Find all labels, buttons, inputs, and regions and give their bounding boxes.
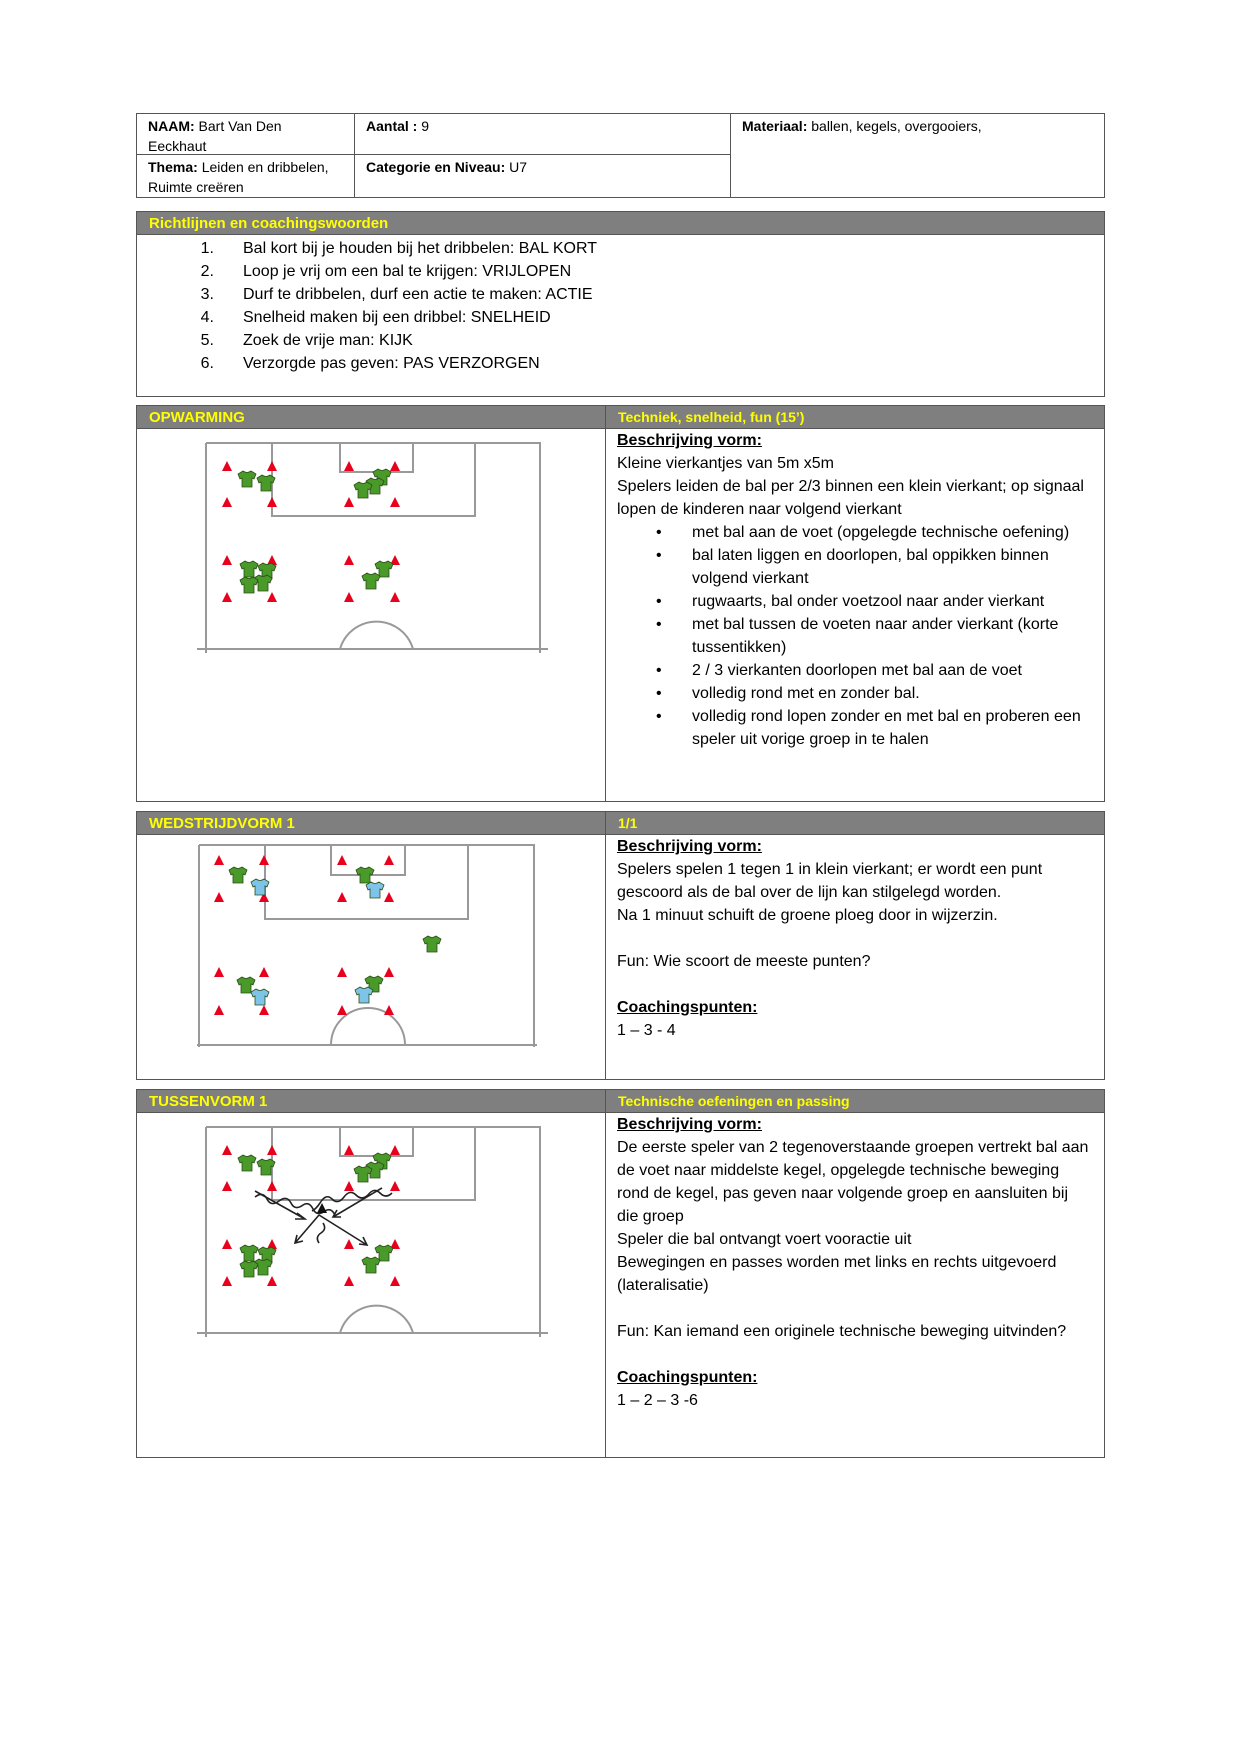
info-naam-cell bbox=[136, 113, 355, 155]
tussenvorm-line: Speler die bal ontvangt voert vooractie uit bbox=[617, 1231, 912, 1248]
cone-icon bbox=[222, 1276, 232, 1286]
cone-icon bbox=[384, 855, 394, 865]
tussenvorm-markers bbox=[222, 1145, 400, 1286]
green-shirt-icon bbox=[362, 1257, 380, 1273]
cone-icon bbox=[214, 855, 224, 865]
cone-icon bbox=[267, 1276, 277, 1286]
cone-icon bbox=[390, 1276, 400, 1286]
info-materiaal-cell bbox=[730, 113, 1105, 198]
wedstrijdvorm-line: Spelers spelen 1 tegen 1 in klein vierkant; er wordt een punt gescoord als de bal over de lijn kan stilgelegd worden. bbox=[617, 861, 1043, 901]
richtlijn-item bbox=[137, 352, 1104, 375]
cone-icon bbox=[337, 892, 347, 902]
tussenvorm-header: TUSSENVORM 1 bbox=[136, 1089, 606, 1113]
wedstrijdvorm-desc-cell bbox=[605, 834, 1105, 1080]
cone-icon bbox=[344, 461, 354, 471]
richtlijn-item bbox=[137, 283, 1104, 306]
green-shirt-icon bbox=[423, 936, 441, 952]
green-shirt-icon bbox=[240, 577, 258, 593]
richtlijn-number: 3. bbox=[200, 286, 214, 303]
richtlijn-item bbox=[137, 260, 1104, 283]
richtlijn-text: Durf te dribbelen, durf een actie te maken: ACTIE bbox=[243, 286, 593, 303]
tussenvorm-coach-value: 1 – 2 – 3 -6 bbox=[617, 1392, 698, 1409]
cone-icon bbox=[390, 461, 400, 471]
richtlijn-item bbox=[137, 237, 1104, 260]
cone-icon bbox=[344, 1145, 354, 1155]
tussenvorm-pitch-diagram bbox=[137, 1113, 607, 1459]
wedstrijdvorm-markers bbox=[214, 855, 441, 1015]
cone-icon bbox=[267, 1181, 277, 1191]
cone-icon bbox=[267, 497, 277, 507]
cone-icon bbox=[214, 892, 224, 902]
blue-shirt-icon bbox=[355, 987, 373, 1003]
tussenvorm-fun: Fun: Kan iemand een originele technische beweging uitvinden? bbox=[617, 1323, 1067, 1340]
green-shirt-icon bbox=[238, 471, 256, 487]
richtlijn-text: Loop je vrij om een bal te krijgen: VRIJLOPEN bbox=[243, 263, 572, 280]
cone-icon bbox=[267, 592, 277, 602]
thema-label: Thema: bbox=[148, 159, 198, 175]
cone-icon bbox=[214, 1005, 224, 1015]
blue-shirt-icon bbox=[251, 879, 269, 895]
blue-shirt-icon bbox=[366, 882, 384, 898]
green-shirt-icon bbox=[240, 1245, 258, 1261]
cone-icon bbox=[222, 497, 232, 507]
richtlijn-text: Bal kort bij je houden bij het dribbelen: BAL KORT bbox=[243, 240, 597, 257]
tussenvorm-description bbox=[606, 1113, 1104, 1412]
cone-icon bbox=[337, 855, 347, 865]
categorie-label: Categorie en Niveau: bbox=[366, 159, 506, 175]
cone-icon bbox=[222, 461, 232, 471]
info-categorie-cell bbox=[354, 154, 731, 198]
cone-icon bbox=[222, 592, 232, 602]
cone-icon bbox=[344, 555, 354, 565]
cone-icon bbox=[390, 1145, 400, 1155]
green-shirt-icon bbox=[229, 867, 247, 883]
green-shirt-icon bbox=[354, 1166, 372, 1182]
opwarming-bullet-item: • met bal tussen de voeten naar ander vierkant (korte tussentikken) bbox=[692, 613, 1093, 659]
opwarming-header: OPWARMING bbox=[136, 405, 606, 429]
richtlijn-number: 6. bbox=[200, 355, 214, 372]
opwarming-bullet-item: • volledig rond lopen zonder en met bal en proberen een speler uit vorige groep in te halen bbox=[692, 705, 1093, 751]
aantal-label: Aantal : bbox=[366, 118, 418, 134]
aantal-value: 9 bbox=[421, 118, 430, 134]
tussenvorm-subheader: Technische oefeningen en passing bbox=[605, 1089, 1105, 1113]
cone-icon bbox=[259, 855, 269, 865]
naam-value: Bart Van Den Eeckhaut bbox=[148, 118, 282, 154]
materiaal-label: Materiaal: bbox=[742, 118, 808, 134]
opwarming-bullet-list bbox=[617, 521, 1093, 751]
opwarming-bullet-item: • rugwaarts, bal onder voetzool naar ander vierkant bbox=[692, 590, 1093, 613]
cone-icon bbox=[259, 967, 269, 977]
cone-icon bbox=[344, 1276, 354, 1286]
opwarming-subheader: Techniek, snelheid, fun (15’) bbox=[605, 405, 1105, 429]
richtlijn-number: 2. bbox=[200, 263, 214, 280]
tussenvorm-coach-label: Coachingspunten: bbox=[617, 1369, 758, 1386]
cone-icon bbox=[344, 1181, 354, 1191]
tussenvorm-line: Bewegingen en passes worden met links en rechts uitgevoerd (lateralisatie) bbox=[617, 1254, 1057, 1294]
cone-icon bbox=[337, 1005, 347, 1015]
opwarming-line: Kleine vierkantjes van 5m x5m bbox=[617, 455, 834, 472]
richtlijn-number: 5. bbox=[200, 332, 214, 349]
cone-icon bbox=[390, 1181, 400, 1191]
wedstrijdvorm-diagram-cell bbox=[136, 834, 606, 1080]
tussenvorm-diagram-cell bbox=[136, 1112, 606, 1458]
cone-icon bbox=[344, 497, 354, 507]
cone-icon bbox=[384, 967, 394, 977]
green-shirt-icon bbox=[237, 977, 255, 993]
materiaal-value: ballen, kegels, overgooiers, bbox=[811, 118, 982, 134]
cone-icon bbox=[267, 1145, 277, 1155]
wedstrijdvorm-header: WEDSTRIJDVORM 1 bbox=[136, 811, 606, 835]
cone-icon bbox=[344, 1239, 354, 1249]
wedstrijdvorm-line: Na 1 minuut schuift de groene ploeg door in wijzerzin. bbox=[617, 907, 998, 924]
cone-icon bbox=[384, 1005, 394, 1015]
wedstrijdvorm-fun: Fun: Wie scoort de meeste punten? bbox=[617, 953, 871, 970]
opwarming-bullet-item: • met bal aan de voet (opgelegde technische oefening) bbox=[692, 521, 1093, 544]
richtlijn-text: Snelheid maken bij een dribbel: SNELHEID bbox=[243, 309, 551, 326]
movement-arrows bbox=[255, 1188, 392, 1245]
richtlijn-number: 4. bbox=[200, 309, 214, 326]
opwarming-markers bbox=[222, 461, 400, 602]
richtlijnen-body bbox=[136, 234, 1105, 397]
cone-icon bbox=[222, 555, 232, 565]
wedstrijdvorm-desc-label: Beschrijving vorm: bbox=[617, 838, 762, 855]
blue-shirt-icon bbox=[251, 989, 269, 1005]
richtlijn-text: Verzorgde pas geven: PAS VERZORGEN bbox=[243, 355, 540, 372]
richtlijnen-list bbox=[137, 235, 1104, 375]
richtlijn-text: Zoek de vrije man: KIJK bbox=[243, 332, 413, 349]
cone-icon bbox=[390, 592, 400, 602]
tussenvorm-desc-label: Beschrijving vorm: bbox=[617, 1116, 762, 1133]
cone-icon bbox=[222, 1181, 232, 1191]
opwarming-desc-label: Beschrijving vorm: bbox=[617, 432, 762, 449]
cone-icon bbox=[344, 592, 354, 602]
tussenvorm-desc-cell bbox=[605, 1112, 1105, 1458]
naam-label: NAAM: bbox=[148, 118, 195, 134]
richtlijnen-header: Richtlijnen en coachingswoorden bbox=[136, 211, 1105, 235]
opwarming-bullet-item: • volledig rond met en zonder bal. bbox=[692, 682, 1093, 705]
green-shirt-icon bbox=[362, 573, 380, 589]
wedstrijdvorm-pitch-diagram bbox=[137, 835, 607, 1081]
tussenvorm-line: De eerste speler van 2 tegenoverstaande groepen vertrekt bal aan de voet naar middelste kegel, opgelegde technische beweging rond de kegel, pas geven naar volgende groep en aansluiten bij die groep bbox=[617, 1139, 1089, 1225]
cone-icon bbox=[267, 461, 277, 471]
cone-icon bbox=[384, 892, 394, 902]
opwarming-desc-cell bbox=[605, 428, 1105, 802]
richtlijn-item bbox=[137, 329, 1104, 352]
cone-icon bbox=[214, 967, 224, 977]
wedstrijdvorm-coach-value: 1 – 3 - 4 bbox=[617, 1022, 676, 1039]
info-thema-cell bbox=[136, 154, 355, 198]
richtlijn-number: 1. bbox=[200, 240, 214, 257]
thema-value: Leiden en dribbelen, Ruimte creëren bbox=[148, 159, 329, 195]
green-shirt-icon bbox=[238, 1155, 256, 1171]
wedstrijdvorm-subheader: 1/1 bbox=[605, 811, 1105, 835]
opwarming-bullet-item: • bal laten liggen en doorlopen, bal oppikken binnen volgend vierkant bbox=[692, 544, 1093, 590]
cone-icon bbox=[390, 497, 400, 507]
opwarming-pitch-diagram bbox=[137, 429, 607, 803]
opwarming-bullet-item: • 2 / 3 vierkanten doorlopen met bal aan de voet bbox=[692, 659, 1093, 682]
categorie-value: U7 bbox=[509, 159, 528, 175]
cone-icon bbox=[222, 1145, 232, 1155]
opwarming-diagram-cell bbox=[136, 428, 606, 802]
opwarming-description bbox=[606, 429, 1104, 751]
opwarming-line: Spelers leiden de bal per 2/3 binnen een klein vierkant; op signaal lopen de kinderen naar volgend vierkant bbox=[617, 478, 1084, 518]
cone-icon bbox=[259, 1005, 269, 1015]
green-shirt-icon bbox=[356, 867, 374, 883]
wedstrijdvorm-coach-label: Coachingspunten: bbox=[617, 999, 758, 1016]
wedstrijdvorm-description bbox=[606, 835, 1104, 1042]
green-shirt-icon bbox=[240, 561, 258, 577]
cone-icon bbox=[222, 1239, 232, 1249]
green-shirt-icon bbox=[240, 1261, 258, 1277]
info-aantal-cell bbox=[354, 113, 731, 155]
cone-icon bbox=[337, 967, 347, 977]
richtlijn-item bbox=[137, 306, 1104, 329]
green-shirt-icon bbox=[354, 482, 372, 498]
